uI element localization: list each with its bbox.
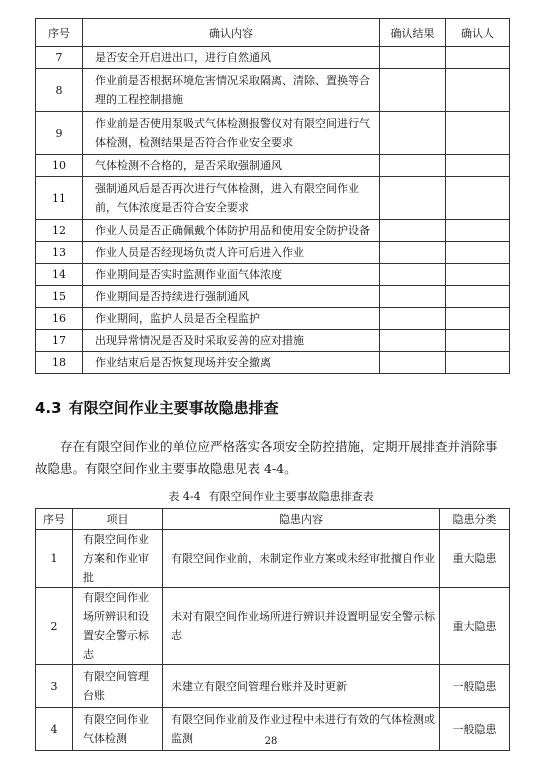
row-person-cell xyxy=(446,308,510,330)
table-row xyxy=(36,242,510,264)
row-content: 作业前是否根据环境危害情况采取隔离、清除、置换等合理的工程控制措施 xyxy=(83,69,380,112)
row-no: 10 xyxy=(36,155,83,177)
row-class: 重大隐患 xyxy=(440,530,510,588)
row-content: 作业前是否使用泵吸式气体检测报警仪对有限空间进行气体检测，检测结果是否符合作业安全要求 xyxy=(83,112,380,155)
row-class: 一般隐患 xyxy=(440,665,510,708)
row-content: 是否安全开启进出口，进行自然通风 xyxy=(83,47,380,69)
caption-title: 有限空间作业主要事故隐患排查表 xyxy=(208,490,374,503)
header-result: 确认结果 xyxy=(380,19,446,47)
row-person-cell xyxy=(446,242,510,264)
section-number: 4.3 xyxy=(35,399,62,417)
page-number: 28 xyxy=(264,736,278,747)
row-class: 一般隐患 xyxy=(440,708,510,751)
header-hazard: 隐患内容 xyxy=(163,509,440,530)
row-no: 12 xyxy=(36,220,83,242)
header-content: 确认内容 xyxy=(83,19,380,47)
row-person-cell xyxy=(446,330,510,352)
row-result-cell xyxy=(380,264,446,286)
row-content: 作业期间是否实时监测作业面气体浓度 xyxy=(83,264,380,286)
table-row xyxy=(36,47,510,69)
row-no: 13 xyxy=(36,242,83,264)
header-person: 确认人 xyxy=(446,19,510,47)
table-row xyxy=(36,69,510,112)
table-row xyxy=(36,330,510,352)
table-header-row xyxy=(36,19,510,47)
row-content: 作业结束后是否恢复现场并安全撤离 xyxy=(83,352,380,374)
row-hazard: 有限空间作业前，未制定作业方案或未经审批擅自作业 xyxy=(163,530,440,588)
row-result-cell xyxy=(380,112,446,155)
row-content: 出现异常情况是否及时采取妥善的应对措施 xyxy=(83,330,380,352)
row-person-cell xyxy=(446,69,510,112)
table-row xyxy=(36,177,510,220)
row-result-cell xyxy=(380,155,446,177)
row-person-cell xyxy=(446,155,510,177)
table-row xyxy=(36,665,510,708)
row-item: 有限空间管理台账 xyxy=(73,665,163,708)
row-no: 9 xyxy=(36,112,83,155)
row-class: 重大隐患 xyxy=(440,588,510,665)
caption-label: 表 4-4 xyxy=(168,490,201,503)
table-row xyxy=(36,530,510,588)
table-row xyxy=(36,264,510,286)
section-title: 有限空间作业主要事故隐患排查 xyxy=(68,399,279,417)
row-person-cell xyxy=(446,264,510,286)
header-no: 序号 xyxy=(36,19,83,47)
table-row xyxy=(36,352,510,374)
row-content: 作业期间，监护人员是否全程监护 xyxy=(83,308,380,330)
table-caption xyxy=(0,488,542,504)
section-heading xyxy=(35,397,279,418)
row-no: 4 xyxy=(36,708,73,751)
row-content: 作业期间是否持续进行强制通风 xyxy=(83,286,380,308)
header-item: 项目 xyxy=(73,509,163,530)
row-result-cell xyxy=(380,220,446,242)
table-row xyxy=(36,155,510,177)
row-person-cell xyxy=(446,352,510,374)
row-hazard: 有限空间作业前及作业过程中未进行有效的气体检测或监测 xyxy=(163,708,440,751)
row-no: 1 xyxy=(36,530,73,588)
table-row xyxy=(36,220,510,242)
row-result-cell xyxy=(380,177,446,220)
hazard-table xyxy=(35,508,510,751)
row-result-cell xyxy=(380,308,446,330)
row-no: 8 xyxy=(36,69,83,112)
table-row xyxy=(36,308,510,330)
body-paragraph: 存在有限空间作业的单位应严格落实各项安全防控措施，定期开展排查并消除事故隐患。有限空间作业主要事故隐患见表 4-4。 xyxy=(35,439,498,476)
row-result-cell xyxy=(380,69,446,112)
confirmation-table xyxy=(35,18,510,374)
row-content: 作业人员是否经现场负责人许可后进入作业 xyxy=(83,242,380,264)
header-no: 序号 xyxy=(36,509,73,530)
row-person-cell xyxy=(446,286,510,308)
row-person-cell xyxy=(446,47,510,69)
row-hazard: 未建立有限空间管理台账并及时更新 xyxy=(163,665,440,708)
row-no: 15 xyxy=(36,286,83,308)
row-result-cell xyxy=(380,47,446,69)
row-content: 强制通风后是否再次进行气体检测，进入有限空间作业前，气体浓度是否符合安全要求 xyxy=(83,177,380,220)
row-person-cell xyxy=(446,112,510,155)
header-class: 隐患分类 xyxy=(440,509,510,530)
table-row xyxy=(36,588,510,665)
table-row xyxy=(36,286,510,308)
row-no: 18 xyxy=(36,352,83,374)
row-result-cell xyxy=(380,242,446,264)
row-item: 有限空间作业气体检测 xyxy=(73,708,163,751)
row-content: 气体检测不合格的，是否采取强制通风 xyxy=(83,155,380,177)
row-no: 11 xyxy=(36,177,83,220)
table-header-row xyxy=(36,509,510,530)
table-row xyxy=(36,112,510,155)
row-item: 有限空间作业场所辨识和设置安全警示标志 xyxy=(73,588,163,665)
row-no: 2 xyxy=(36,588,73,665)
row-result-cell xyxy=(380,330,446,352)
row-person-cell xyxy=(446,220,510,242)
row-person-cell xyxy=(446,177,510,220)
row-result-cell xyxy=(380,352,446,374)
row-no: 17 xyxy=(36,330,83,352)
row-no: 16 xyxy=(36,308,83,330)
row-no: 7 xyxy=(36,47,83,69)
row-hazard: 未对有限空间作业场所进行辨识并设置明显安全警示标志 xyxy=(163,588,440,665)
row-item: 有限空间作业方案和作业审批 xyxy=(73,530,163,588)
row-no: 14 xyxy=(36,264,83,286)
row-no: 3 xyxy=(36,665,73,708)
row-result-cell xyxy=(380,286,446,308)
row-content: 作业人员是否正确佩戴个体防护用品和使用安全防护设备 xyxy=(83,220,380,242)
